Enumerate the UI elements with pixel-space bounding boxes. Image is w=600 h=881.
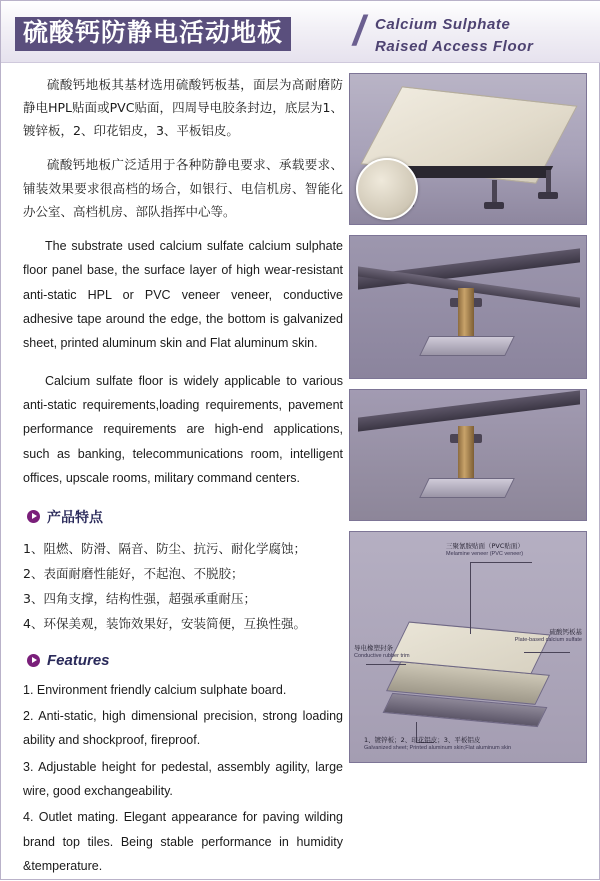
page-title-cn: 硫酸钙防静电活动地板 [15,17,291,51]
list-item: 1、阻燃、防滑、隔音、防尘、抗污、耐化学腐蚀； [23,540,306,556]
list-item: 3. Adjustable height for pedestal, assembly agility, large wire, good exchangeability. [23,759,343,798]
list-item: 1. Environment friendly calcium sulphate board. [23,682,287,697]
leader-line [470,562,532,563]
leader-line [470,562,471,634]
raised-floor-panel-photo [349,73,587,225]
layer-structure-diagram [349,531,587,763]
pedestal-closeup-photo [349,389,587,521]
features-en-list [23,678,343,879]
image-column [349,73,587,773]
intro-paragraph-cn-1: 硫酸钙地板其基材选用硫酸钙板基，面层为高耐磨防静电HPL贴面或PVC贴面，四周导电胶条封边，底层为1、镀锌板，2、印花铝皮，3、平板铝皮。 [23,77,343,139]
pedestal-post [492,180,497,202]
features-en-title: Features [47,651,110,669]
play-bullet-icon [27,654,40,667]
pedestal-base [484,202,504,209]
page-title-en [375,14,533,58]
play-bullet-icon [27,510,40,523]
list-item: 4、环保美观，装饰效果好，安装简便，互换性强。 [23,615,306,631]
pedestal-base [538,192,558,199]
features-cn-heading [27,507,343,527]
title-separator: / [353,7,365,54]
features-cn-list [23,536,343,636]
text-column [23,73,343,881]
intro-paragraph-cn-2: 硫酸钙地板广泛适用于各种防静电要求、承载要求、铺装效果要求很高档的场合，如银行、电信机房、智能化办公室、高档机房、部队指挥中心等。 [23,157,343,219]
diagram-label-top: 三聚氰胺贴面（PVC贴面） Melamine veneer (PVC veneer) [446,542,524,557]
list-item: 3、四角支撑，结构性强，超强承重耐压； [23,590,256,606]
intro-paragraph-en-1: The substrate used calcium sulfate calcium sulphate floor panel base, the surface layer of high wear-resistant anti-static HPL or PVC veneer veneer, conductive adhesive tape around the edge, the bottom is galvanized sheet, printed aluminum skin and Flat aluminum skin. [23,238,343,351]
intro-paragraph-en-2: Calcium sulfate floor is widely applicable to various anti-static requirements,loading requirements, pavement performance requirements are high-end applications, such as banking, telecommunications room, intelligent offices, upscale rooms, military command centers. [23,373,343,486]
leader-line [366,664,406,665]
list-item: 4. Outlet mating. Elegant appearance for paving wilding brand top tiles. Being stable performance in humidity &temperature. [23,810,343,874]
diagram-label-left: 导电橡塑封条 Conductive rubber trim [354,644,410,659]
pedestal-base-plate [419,478,515,498]
pedestal-post [546,170,551,192]
surface-texture-inset [356,158,418,220]
list-item: 2、表面耐磨性能好，不起泡、不脱胶； [23,565,244,581]
pedestal-base-plate [419,336,515,356]
diagram-label-bottom: 1、镀锌板；2、印花铝皮；3、平板铝皮 Galvanized sheet; Printed aluminum skin;Flat aluminum skin [364,736,512,751]
pedestal-stringer-photo [349,235,587,379]
features-cn-title: 产品特点 [47,509,103,526]
page-title-en-line2: Raised Access Floor [375,37,534,55]
pedestal-post [458,426,474,482]
page-header [1,1,600,63]
features-en-heading [27,652,343,669]
page-title-en-line1: Calcium Sulphate [375,16,511,33]
pedestal-post [458,288,474,340]
leader-line [524,652,570,653]
list-item: 2. Anti-static, high dimensional precision, strong loading ability and shockproof, fireproof. [23,708,343,748]
diagram-label-right: 硫酸钙板基 Plate-based calcium sulfate [514,628,582,643]
